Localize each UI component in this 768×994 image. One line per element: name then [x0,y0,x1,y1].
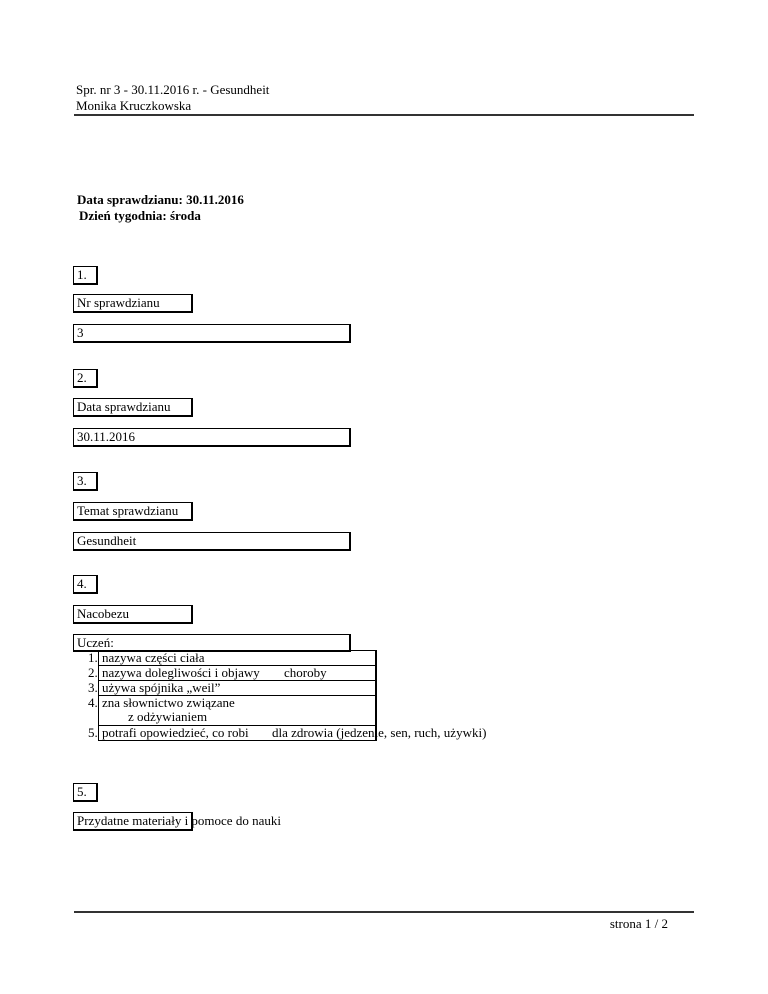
list-item-extra: choroby [284,665,327,680]
list-item-number: 4. [88,695,98,710]
nacobezu-heading: Uczeń: [73,634,351,652]
list-item-text: nazywa dolegliwości i objawy [102,665,260,680]
section-number: 3. [73,472,98,491]
list-item-text: nazywa części ciała [102,650,205,665]
section-value: 30.11.2016 [73,428,351,447]
list-item-number: 5. [88,725,98,740]
section-number: 5. [73,783,98,802]
header-divider [74,114,694,116]
document-header-author: Monika Kruczkowska [76,98,192,113]
section-label: Data sprawdzianu [73,398,193,417]
section-number: 4. [73,575,98,594]
document-header-title: Spr. nr 3 - 30.11.2016 r. - Gesundheit [76,82,270,97]
section-label: Nacobezu [73,605,193,624]
list-item-text: zna słownictwo związane [102,695,235,710]
test-date-line: Data sprawdzianu: 30.11.2016 [77,192,244,207]
list-item-text-continued: z odżywianiem [128,709,208,724]
test-day-line: Dzień tygodnia: środa [79,208,201,223]
section-label: Temat sprawdzianu [73,502,193,521]
section-label: Przydatne materiały i pomoce do nauki [73,812,193,831]
list-item-number: 2. [88,665,98,680]
list-item-extra: dla zdrowia (jedzenie, sen, ruch, używki) [272,725,487,740]
section-value: Gesundheit [73,532,351,551]
list-item-number: 3. [88,680,98,695]
list-item-text: potrafi opowiedzieć, co robi [102,725,249,740]
section-value: 3 [73,324,351,343]
footer-divider [74,911,694,913]
section-number: 1. [73,266,98,285]
page-number: strona 1 / 2 [609,916,668,931]
section-label: Nr sprawdzianu [73,294,193,313]
section-number: 2. [73,369,98,388]
list-item-number: 1. [88,650,98,665]
list-item-text: używa spójnika „weil” [102,680,221,695]
